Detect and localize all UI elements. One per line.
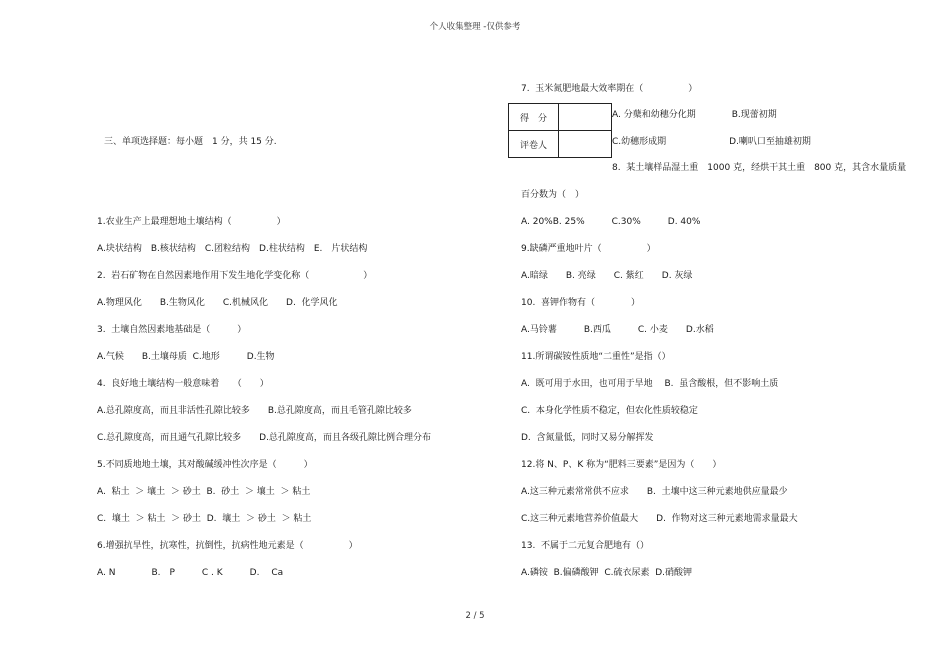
option-line: A. 20%B. 25% C.30% D. 40% <box>521 217 701 227</box>
question-line: 7. 玉米氮肥地最大效率期在（ ） <box>521 84 698 94</box>
question-line: 1.农业生产上最理想地土壤结构（ ） <box>97 217 286 227</box>
option-line: A.磷铵 B.偏磷酸钾 C.硫衣尿素 D.硝酸钾 <box>521 568 692 578</box>
page-header: 个人收集整理 -仅供参考 <box>429 22 521 32</box>
question-line: 8. 某土壤样品湿土重 1000 克，经烘干其土重 800 克，其含水量质量 <box>612 163 907 173</box>
question-line: 12.将 N、P、K 称为“肥料三要素”是因为（ ） <box>521 460 722 470</box>
option-line: A. 粘土 ＞ 壤土 ＞ 砂土 B. 砂土 ＞ 壤土 ＞ 粘土 <box>97 487 311 497</box>
option-line: A.总孔隙度高，而且非活性孔隙比较多 B.总孔隙度高，而且毛管孔隙比较多 <box>97 406 412 416</box>
score-label: 得 分 <box>509 104 559 131</box>
option-line: A. N B. P C . K D. Ca <box>97 568 284 578</box>
question-line: 10. 喜钾作物有（ ） <box>521 298 641 308</box>
score-box <box>508 103 612 158</box>
question-line: 4. 良好地土壤结构一般意味着 （ ） <box>97 379 269 389</box>
option-line: A. 既可用于水田，也可用于旱地 B. 虽含酸根，但不影响土质 <box>521 379 779 389</box>
question-line: 百分数为（ ） <box>521 190 585 200</box>
option-line: C.总孔隙度高，而且通气孔隙比较多 D.总孔隙度高，而且各级孔隙比例合理分布 <box>97 433 431 443</box>
question-line: 13. 不属于二元复合肥地有（） <box>521 541 650 551</box>
score-value-cell <box>559 104 612 131</box>
page-number: 2 / 5 <box>465 611 485 621</box>
option-line: C. 壤土 ＞ 粘土 ＞ 砂土 D. 壤土 ＞ 砂土 ＞ 粘土 <box>97 514 312 524</box>
option-line: A. 分蘖和幼穗分化期 B.现蕾初期 <box>612 110 777 120</box>
option-line: A.暗绿 B. 亮绿 C. 紫红 D. 灰绿 <box>521 271 693 281</box>
option-line: A.这三种元素常常供不应求 B. 土壤中这三种元素地供应量最少 <box>521 487 788 497</box>
option-line: A.马铃薯 B.西瓜 C. 小麦 D.水稻 <box>521 325 714 335</box>
option-line: C. 本身化学性质不稳定，但农化性质较稳定 <box>521 406 698 416</box>
question-line: 3. 土壤自然因素地基础是（ ） <box>97 325 247 335</box>
option-line: C.幼穗形成期 D.喇叭口至抽雄初期 <box>612 137 811 147</box>
question-line: 9.缺磷严重地叶片（ ） <box>521 244 656 254</box>
option-line: A.块状结构 B.核状结构 C.团粒结构 D.柱状结构 E. 片状结构 <box>97 244 368 254</box>
option-line: D. 含氮量低，同时又易分解挥发 <box>521 433 654 443</box>
option-line: A.物理风化 B.生物风化 C.机械风化 D. 化学风化 <box>97 298 338 308</box>
question-line: 11.所谓碳铵性质地“二重性”是指（） <box>521 352 671 362</box>
option-line: C.这三种元素地营养价值最大 D. 作物对这三种元素地需求量最大 <box>521 514 798 524</box>
grader-value-cell <box>559 131 612 158</box>
question-line: 6.增强抗旱性，抗寒性，抗倒性，抗病性地元素是（ ） <box>97 541 358 551</box>
question-line: 2. 岩石矿物在自然因素地作用下发生地化学变化称（ ） <box>97 271 373 281</box>
grader-label: 评卷人 <box>509 131 559 158</box>
question-line: 5.不同质地地土壤，其对酸碱缓冲性次序是（ ） <box>97 460 313 470</box>
option-line: A.气候 B.土壤母质 C.地形 D.生物 <box>97 352 275 362</box>
section-title: 三、单项选择题：每小题 1 分，共 15 分. <box>104 137 277 147</box>
